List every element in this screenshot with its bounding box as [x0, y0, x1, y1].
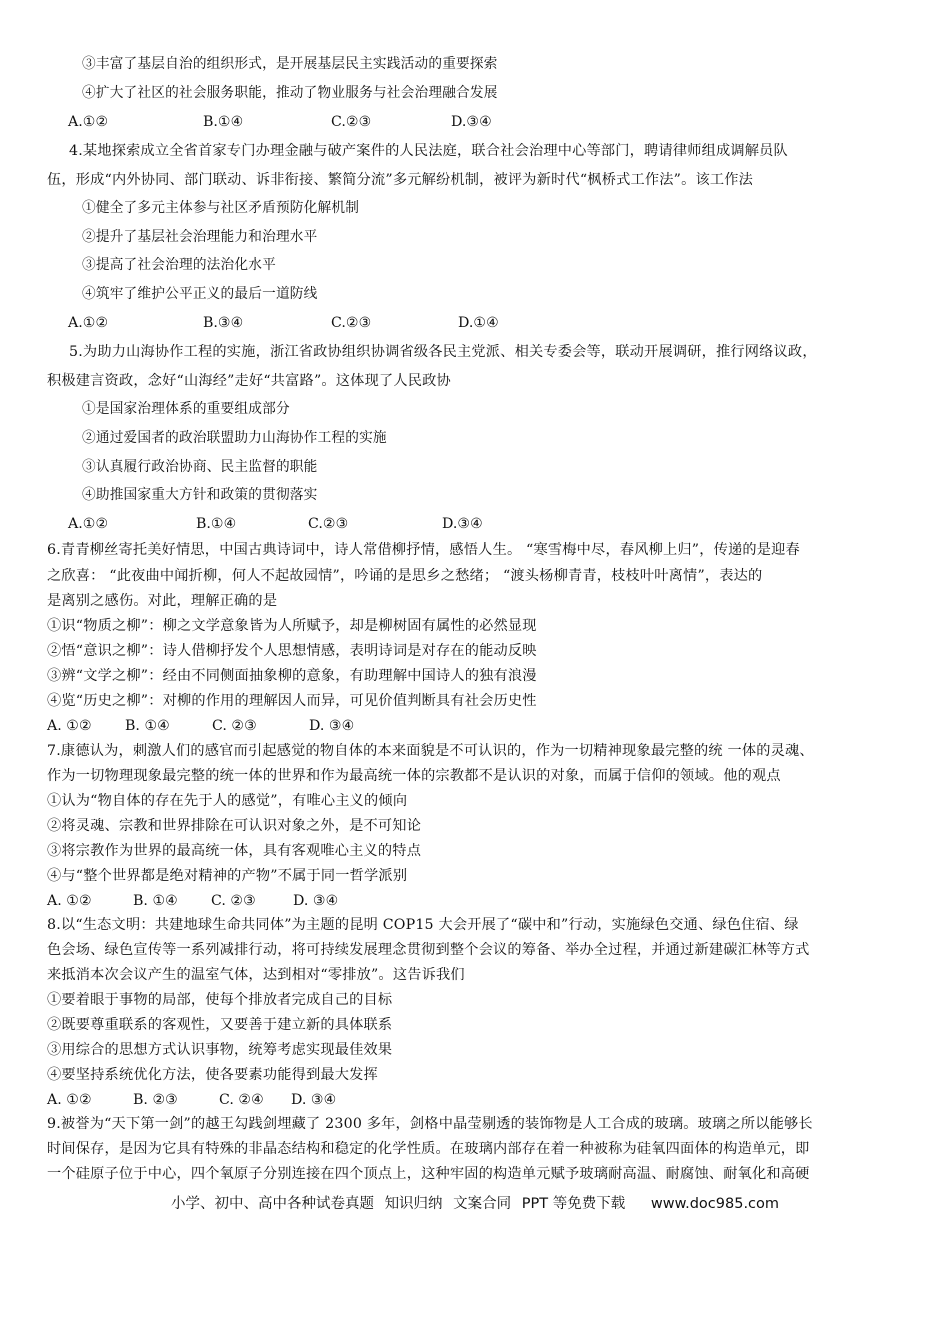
footer-url-link[interactable]: www.doc985.com	[650, 1196, 780, 1212]
q7-stem-line-2: 作为一切物理现象最完整的统一体的世界和作为最高统一体的宗教都不是认识的对象，而属于信仰的领域。他的观点	[47, 768, 781, 784]
footer-text-2: 知识归纳	[384, 1196, 443, 1212]
q6-option-d: D. ③④	[309, 718, 355, 734]
q6-option-c: C. ②③	[212, 718, 257, 734]
q6-option-a: A. ①②	[47, 718, 92, 734]
q7-statement-4: ④与“整个世界都是绝对精神的产物”不属于同一哲学派别	[47, 868, 408, 884]
q8-stem-line-2: 色会场、绿色宣传等一系列减排行动，将可持续发展理念贯彻到整个会议的筹备、举办全过程，并通过新建碳汇林等方式	[47, 942, 810, 958]
q3-option-a: A.①②	[68, 114, 109, 130]
q3-option-d: D.③④	[451, 114, 492, 130]
q6-statement-4: ④览“历史之柳”：对柳的作用的理解因人而异，可见价值判断具有社会历史性	[47, 693, 537, 709]
footer-text-4: PPT 等免费下载	[521, 1196, 626, 1212]
q5-option-d: D.③④	[442, 516, 483, 532]
q5-statement-3: ③认真履行政治协商、民主监督的职能	[82, 459, 318, 475]
page-footer	[0, 1192, 950, 1213]
q8-option-a: A. ①②	[47, 1092, 92, 1108]
q6-statement-1: ①识“物质之柳”：柳之文学意象皆为人所赋予，却是柳树固有属性的必然显现	[47, 618, 537, 634]
q7-statement-3: ③将宗教作为世界的最高统一体，具有客观唯心主义的特点	[47, 843, 422, 859]
q8-stem-line-3: 来抵消本次会议产生的温室气体，达到相对“零排放”。这告诉我们	[47, 967, 465, 983]
q8-statement-4: ④要坚持系统优化方法，使各要素功能得到最大发挥	[47, 1067, 378, 1083]
q6-statement-2: ②悟“意识之柳”：诗人借柳抒发个人思想情感，表明诗词是对存在的能动反映	[47, 643, 537, 659]
footer-text-1: 小学、初中、高中各种试卷真题	[170, 1196, 374, 1212]
q8-statement-3: ③用综合的思想方式认识事物，统筹考虑实现最佳效果	[47, 1042, 393, 1058]
q8-option-c: C. ②④	[219, 1092, 264, 1108]
q4-stem-line-1: 4.某地探索成立全省首家专门办理金融与破产案件的人民法庭，联合社会治理中心等部门，聘请律师组成调解员队	[69, 143, 788, 159]
q4-statement-3: ③提高了社会治理的法治化水平	[82, 257, 276, 273]
q8-statement-2: ②既要尊重联系的客观性，又要善于建立新的具体联系	[47, 1017, 393, 1033]
q5-option-c: C.②③	[308, 516, 349, 532]
q7-statement-1: ①认为“物自体的存在先于人的感觉”，有唯心主义的倾向	[47, 793, 408, 809]
q8-option-b: B. ②③	[133, 1092, 178, 1108]
q3-option-b: B.①④	[203, 114, 244, 130]
q4-option-a: A.①②	[68, 315, 109, 331]
q4-option-c: C.②③	[331, 315, 372, 331]
q5-statement-1: ①是国家治理体系的重要组成部分	[82, 401, 290, 417]
q4-option-d: D.①④	[458, 315, 499, 331]
q9-stem-line-1: 9.被誉为“天下第一剑”的越王勾践剑埋藏了 2300 多年，剑格中晶莹剔透的装饰物是人工合成的玻璃。玻璃之所以能够长	[47, 1116, 813, 1132]
q4-statement-2: ②提升了基层社会治理能力和治理水平	[82, 229, 318, 245]
q6-stem-line-3: 是离别之感伤。对此，理解正确的是	[47, 593, 278, 609]
footer-text-3: 文案合同	[453, 1196, 512, 1212]
q7-option-c: C. ②③	[211, 893, 256, 909]
q6-stem-line-1: 6.青青柳丝寄托美好情思，中国古典诗词中，诗人常借柳抒情，感悟人生。 “寒雪梅中尽，春风柳上归”，传递的是迎春	[47, 542, 800, 558]
q7-statement-2: ②将灵魂、宗教和世界排除在可认识对象之外，是不可知论	[47, 818, 422, 834]
q9-stem-line-2: 时间保存，是因为它具有特殊的非晶态结构和稳定的化学性质。在玻璃内部存在着一种被称为硅氧四面体的构造单元，即	[47, 1141, 810, 1157]
q3-statement-4: ④扩大了社区的社会服务职能，推动了物业服务与社会治理融合发展	[82, 85, 498, 101]
q5-statement-4: ④助推国家重大方针和政策的贯彻落实	[82, 487, 318, 503]
q9-stem-line-3: 一个硅原子位于中心，四个氧原子分别连接在四个顶点上，这种牢固的构造单元赋予玻璃耐高温、耐腐蚀、耐氧化和高硬	[47, 1166, 810, 1182]
q5-option-b: B.①④	[196, 516, 237, 532]
q5-stem-line-1: 5.为助力山海协作工程的实施，浙江省政协组织协调省级各民主党派、相关专委会等，联动开展调研，推行网络议政，	[69, 344, 817, 360]
q5-option-a: A.①②	[68, 516, 109, 532]
q6-stem-line-2: 之欣喜： “此夜曲中闻折柳，何人不起故园情”，吟诵的是思乡之愁绪； “渡头杨柳青青，枝枝叶叶离情”，表达的	[47, 568, 763, 584]
q7-option-a: A. ①②	[47, 893, 92, 909]
q8-statement-1: ①要着眼于事物的局部，使每个排放者完成自己的目标	[47, 992, 393, 1008]
q6-statement-3: ③辨“文学之柳”：经由不同侧面抽象柳的意象，有助理解中国诗人的独有浪漫	[47, 668, 537, 684]
q4-statement-4: ④筑牢了维护公平正义的最后一道防线	[82, 286, 318, 302]
q4-option-b: B.③④	[203, 315, 244, 331]
q7-option-b: B. ①④	[133, 893, 178, 909]
q5-statement-2: ②通过爱国者的政治联盟助力山海协作工程的实施	[82, 430, 387, 446]
q6-option-b: B. ①④	[125, 718, 170, 734]
q3-statement-3: ③丰富了基层自治的组织形式，是开展基层民主实践活动的重要探索	[82, 56, 498, 72]
q4-statement-1: ①健全了多元主体参与社区矛盾预防化解机制	[82, 200, 360, 216]
q8-option-d: D. ③④	[291, 1092, 337, 1108]
q3-option-c: C.②③	[331, 114, 372, 130]
q4-stem-line-2: 伍，形成“内外协同、部门联动、诉非衔接、繁简分流”多元解纷机制，被评为新时代“枫桥式工作法”。该工作法	[47, 172, 754, 188]
q5-stem-line-2: 积极建言资政，念好“山海经”走好“共富路”。这体现了人民政协	[47, 373, 451, 389]
q8-stem-line-1: 8.以“生态文明：共建地球生命共同体”为主题的昆明 COP15 大会开展了“碳中和”行动，实施绿色交通、绿色住宿、绿	[47, 917, 799, 933]
q7-option-d: D. ③④	[293, 893, 339, 909]
q7-stem-line-1: 7.康德认为，刺激人们的感官而引起感觉的物自体的本来面貌是不可认识的，作为一切精神现象最完整的统 一体的灵魂、	[47, 743, 814, 759]
